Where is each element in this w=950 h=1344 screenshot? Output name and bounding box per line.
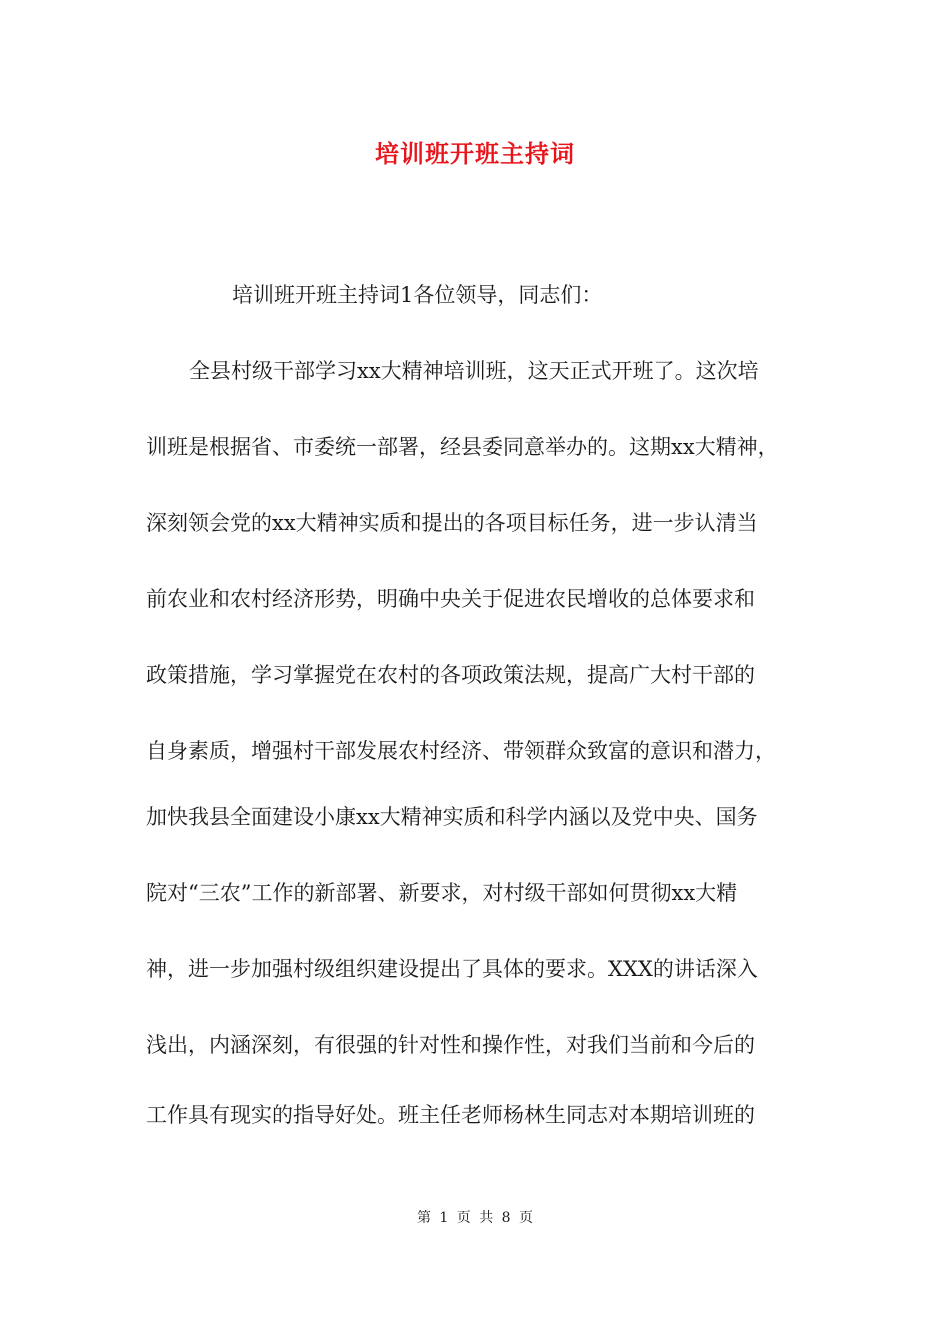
body-line: 培训班开班主持词1各位领导，同志们： — [232, 283, 603, 307]
body-line: 前农业和农村经济形势，明确中央关于促进农民增收的总体要求和 — [146, 587, 755, 611]
page-number-footer: 第 1 页 共 8 页 — [416, 1210, 534, 1226]
document-title: 培训班开班主持词 — [375, 139, 575, 168]
body-line: 深刻领会党的xx大精神实质和提出的各项目标任务，进一步认清当 — [146, 511, 758, 535]
body-line: 工作具有现实的指导好处。班主任老师杨林生同志对本期培训班的 — [146, 1103, 755, 1127]
body-line: 自身素质，增强村干部发展农村经济、带领群众致富的意识和潜力， — [146, 739, 776, 763]
body-line: 训班是根据省、市委统一部署，经县委同意举办的。这期xx大精神， — [146, 435, 779, 459]
body-line: 政策措施，学习掌握党在农村的各项政策法规，提高广大村干部的 — [146, 663, 755, 687]
body-line: 神，进一步加强村级组织建设提出了具体的要求。XXX的讲话深入 — [146, 957, 758, 981]
body-line: 院对“三农”工作的新部署、新要求，对村级干部如何贯彻xx大精 — [146, 881, 738, 905]
body-line: 全县村级干部学习xx大精神培训班，这天正式开班了。这次培 — [189, 359, 759, 383]
body-line: 加快我县全面建设小康xx大精神实质和科学内涵以及党中央、国务 — [146, 805, 758, 829]
body-line: 浅出，内涵深刻，有很强的针对性和操作性，对我们当前和今后的 — [146, 1033, 755, 1057]
